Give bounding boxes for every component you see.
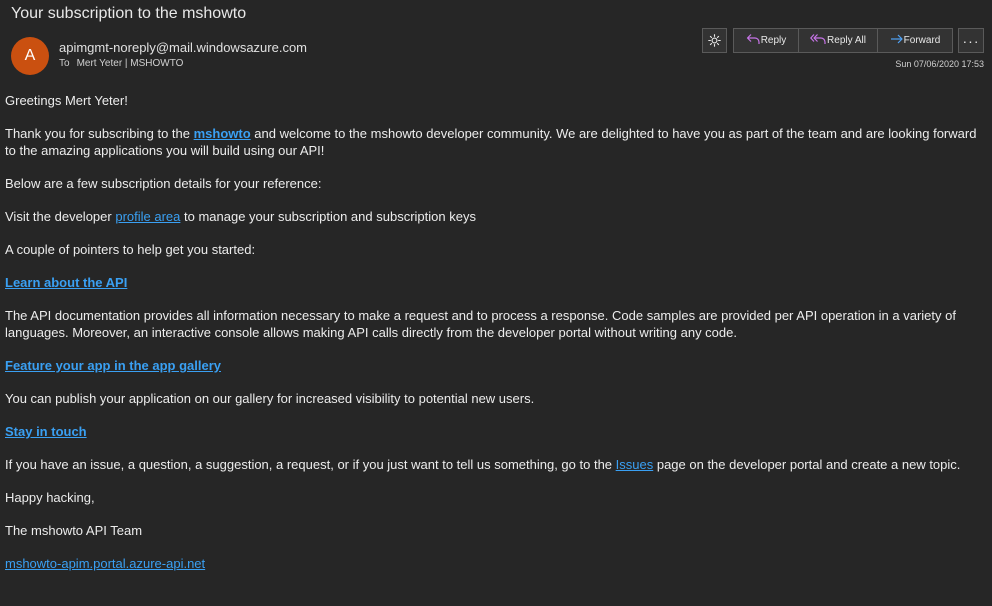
profile-text-start: Visit the developer: [5, 209, 116, 224]
reply-label: Reply: [760, 35, 787, 46]
gallery-paragraph: You can publish your application on our gallery for increased visibility to potential new users.: [5, 391, 535, 406]
issues-text-start: If you have an issue, a question, a suggestion, a request, or if you just want to tell us something, go to the: [5, 457, 616, 472]
portal-link[interactable]: mshowto-apim.portal.azure-api.net: [5, 556, 206, 571]
email-subject: Your subscription to the mshowto: [11, 5, 247, 22]
learn-api-link[interactable]: Learn about the API: [5, 275, 128, 290]
more-actions-button[interactable]: [958, 28, 984, 53]
sender-address[interactable]: apimgmt-noreply@mail.windowsazure.com: [59, 40, 308, 55]
issues-paragraph: [5, 456, 980, 473]
profile-text-end: to manage your subscription and subscription keys: [180, 209, 476, 224]
stay-in-touch-link[interactable]: Stay in touch: [5, 424, 87, 439]
intro-paragraph: [5, 125, 980, 159]
portal-link-paragraph: [5, 555, 980, 572]
recipient-name[interactable]: Mert Yeter | MSHOWTO: [76, 58, 184, 69]
email-body: [5, 92, 980, 588]
app-gallery-heading: [5, 357, 980, 374]
more-icon: ···: [962, 32, 980, 49]
theme-toggle-button[interactable]: [702, 28, 727, 53]
mshowto-link[interactable]: mshowto: [193, 126, 251, 141]
forward-label: Forward: [903, 35, 941, 46]
sender-avatar[interactable]: A: [11, 37, 49, 75]
api-docs-paragraph: The API documentation provides all information necessary to make a request and to process a response. Code samples are provided per API operation in a variety of languages. Moreover, an interactive console allows making API calls directly from the developer portal without writing any code.: [5, 308, 956, 340]
reply-button[interactable]: [734, 29, 798, 52]
stay-in-touch-heading: [5, 423, 980, 440]
details-paragraph: Below are a few subscription details for your reference:: [5, 176, 322, 191]
profile-area-link[interactable]: profile area: [115, 209, 181, 224]
reply-all-icon: [810, 33, 827, 48]
intro-text-start: Thank you for subscribing to the: [5, 126, 194, 141]
pointers-paragraph: A couple of pointers to help get you started:: [5, 242, 256, 257]
sun-icon: [708, 34, 721, 47]
reply-all-button[interactable]: [798, 29, 877, 52]
reply-actions-group: [733, 28, 953, 53]
recipient-line: [59, 58, 183, 69]
intro-text-end: and welcome to the mshowto developer community. We are delighted to have you as part of the team and are looking forward to the amazing applications you will build using our API!: [5, 126, 977, 158]
forward-button[interactable]: [877, 29, 952, 52]
forward-icon: [890, 33, 904, 48]
reply-all-label: Reply All: [827, 35, 866, 46]
team-signature: The mshowto API Team: [5, 523, 143, 538]
to-label: To: [59, 58, 70, 69]
greeting: Greetings Mert Yeter!: [5, 93, 128, 108]
sign-off: Happy hacking,: [5, 490, 95, 505]
issues-link[interactable]: Issues: [615, 457, 654, 472]
app-gallery-link[interactable]: Feature your app in the app gallery: [5, 358, 221, 373]
issues-text-end: page on the developer portal and create a new topic.: [653, 457, 961, 472]
learn-api-heading: [5, 274, 980, 291]
profile-paragraph: [5, 208, 980, 225]
email-date: Sun 07/06/2020 17:53: [895, 59, 984, 69]
reply-icon: [746, 33, 761, 48]
